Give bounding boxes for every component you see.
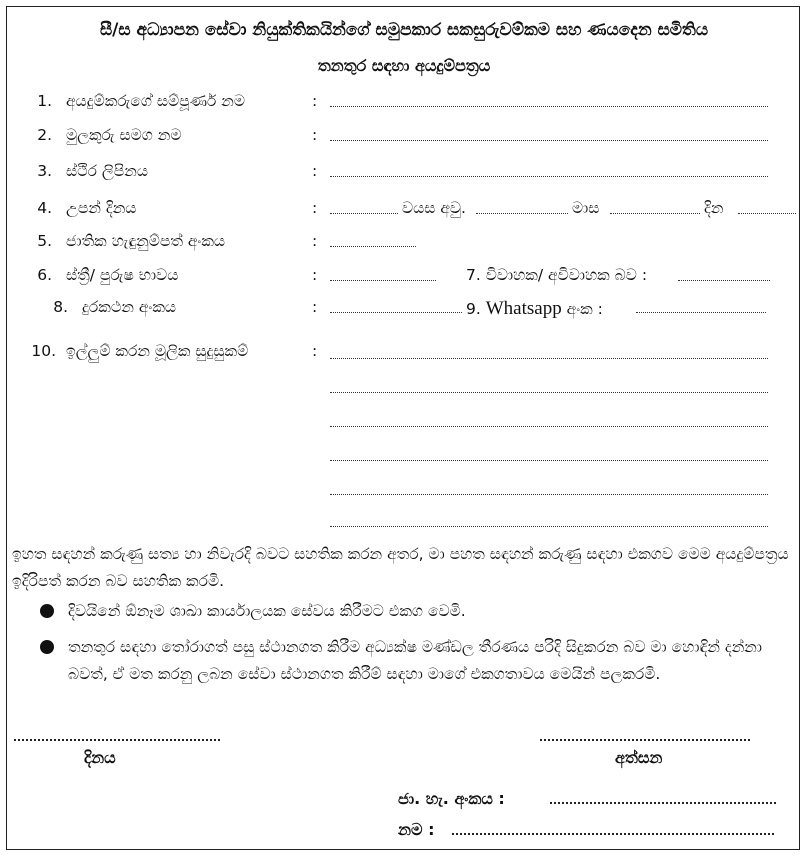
field-number: 4. xyxy=(37,199,52,217)
date-line[interactable] xyxy=(14,729,220,741)
birth-date-field[interactable] xyxy=(330,199,398,214)
birth-date-label: උපන් දිනය xyxy=(66,199,137,217)
qualifications-label: ඉල්ලුම් කරන මූලික සුදුසුකම් xyxy=(66,342,249,360)
age-years-field[interactable] xyxy=(476,199,568,214)
initials-name-field[interactable] xyxy=(330,126,768,141)
phone-label: දුරකථන අංකය xyxy=(82,298,177,316)
initials-name-label: මුලකුරු සමග නම xyxy=(66,126,182,144)
nic-signature-field[interactable] xyxy=(550,792,776,804)
field-row-nic xyxy=(0,232,808,260)
full-name-label: අයදුම්කරුගේ සම්පූර්ණ නම xyxy=(66,92,246,110)
gender-field[interactable] xyxy=(330,266,436,281)
bullet-icon xyxy=(40,640,54,654)
date-label: දිනය xyxy=(84,748,116,767)
field-row-full-name xyxy=(0,92,808,120)
declaration-paragraph: ඉහත සඳහන් කරුණු සත්‍ය හා නිවැරදි බවට සහතික කරන අතර, මා පහත සඳහන් කරුණු සඳහා එකගව මෙම අයදුම්පත්‍රය ඉදිරිපත් කරන බව සහතික කරමි. xyxy=(12,545,789,590)
field-number: 3. xyxy=(37,162,52,180)
field-number: 5. xyxy=(37,232,52,250)
age-months-label: මාස xyxy=(572,199,600,217)
colon: : xyxy=(312,92,318,110)
form-title: සී/ස අධ්‍යාපන සේවා නියුක්තිකයින්ගේ සමුපකාර සකසුරුවම්කම සහ ණයදෙන සමිතිය xyxy=(99,20,709,40)
field-number: 2. xyxy=(37,126,52,144)
phone-field[interactable] xyxy=(330,298,462,313)
nic-signature-label: ජා. හැ. අංකය : xyxy=(398,789,505,808)
declaration-bullet-branch: දිවයිනේ ඕනෑම ශාඛා කාර්යාලයක සේවය කිරීමට එකග වෙමි. xyxy=(68,602,466,620)
field-number: 8. xyxy=(53,298,68,316)
whatsapp-field[interactable] xyxy=(636,298,766,313)
signature-line[interactable] xyxy=(540,729,750,741)
qualifications-line[interactable] xyxy=(330,480,768,495)
name-signature-field[interactable] xyxy=(452,823,774,835)
form-subtitle: තනතුර සඳහා අයදුම්පත්‍රය xyxy=(317,56,491,75)
whatsapp-label xyxy=(466,298,603,320)
colon: : xyxy=(312,199,318,217)
field-number: 1. xyxy=(37,92,52,110)
bullet-icon xyxy=(40,604,54,618)
colon: : xyxy=(312,232,318,250)
whatsapp-label-num: 9. xyxy=(466,300,481,318)
age-months-field[interactable] xyxy=(610,199,700,214)
field-number: 6. xyxy=(37,266,52,284)
address-label: ස්ථිර ලිපිනය xyxy=(66,162,148,180)
nic-label: ජාතික හැඳුනුම්පත් අංකය xyxy=(66,232,226,250)
qualifications-line[interactable] xyxy=(330,512,768,527)
age-years-label: වයස අවු. xyxy=(402,199,466,217)
field-row-address xyxy=(0,162,808,190)
qualifications-line[interactable] xyxy=(330,378,768,393)
colon: : xyxy=(312,162,318,180)
marital-status-label: 7. විවාහක/ අවිවාහක බව : xyxy=(466,266,648,284)
name-signature-label: නම : xyxy=(398,820,435,839)
full-name-field[interactable] xyxy=(330,92,768,107)
nic-field[interactable] xyxy=(330,232,416,247)
qualifications-line[interactable] xyxy=(330,412,768,427)
field-row-phone-whatsapp xyxy=(0,298,808,326)
age-days-field[interactable] xyxy=(738,199,796,214)
gender-label: ස්ත්‍රී/ පුරුෂ භාවය xyxy=(66,266,179,284)
colon: : xyxy=(312,342,318,360)
declaration-bullet-placement: තනතුර සඳහා තෝරාගත් පසු ස්ථානගත කිරීම අධ්‍යක්ෂ මණ්ඩල තීරණය පරිදි සිදුකරන බව මා හොඳින් දන්නා බවත්, ඒ මත කරනු ලබන සේවා ස්ථානගත කිරීම් සඳහා මාගේ එකගතාවය මෙයින් පලකරමි. xyxy=(68,638,762,683)
colon: : xyxy=(312,298,318,316)
signature-label: අත්සන xyxy=(615,748,663,767)
address-field[interactable] xyxy=(330,162,768,177)
marital-status-field[interactable] xyxy=(678,266,770,281)
whatsapp-label-rest: අංක : xyxy=(566,300,603,318)
colon: : xyxy=(312,266,318,284)
field-number: 10. xyxy=(31,342,56,360)
field-row-gender-marital xyxy=(0,266,808,294)
whatsapp-label-word: Whatsapp xyxy=(485,298,562,319)
colon: : xyxy=(312,126,318,144)
field-row-initials-name xyxy=(0,126,808,154)
qualifications-line[interactable] xyxy=(330,344,768,359)
field-row-birth-date xyxy=(0,199,808,227)
age-days-label: දින xyxy=(704,199,724,217)
qualifications-line[interactable] xyxy=(330,446,768,461)
